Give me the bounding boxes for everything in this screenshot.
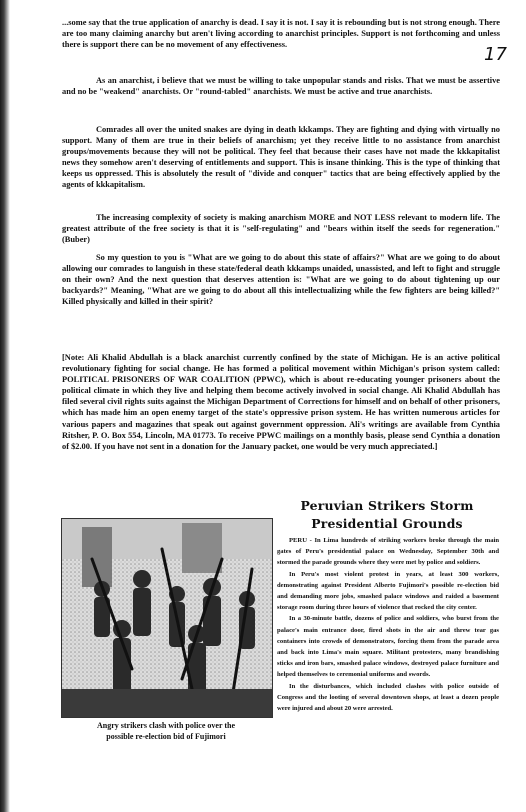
paragraph-complexity (62, 212, 500, 245)
paragraph-comrades (62, 124, 500, 191)
paragraph-anarchist-stance (62, 75, 500, 97)
caption-line: Angry strikers clash with police over the (96, 721, 236, 730)
article-headline (276, 497, 498, 533)
paragraph-text: As an anarchist, i believe that we must be willing to take unpopular stands and risks. That we must be assertive and no be "weakend" anarchists. Or "round-tabled" anarchists. We must be active and true anarchists. (62, 76, 500, 97)
article-paragraph: In Peru's most violent protest in years, at least 300 workers, demonstrating against President Alberto Fujimori's possible re-election bid and demanding more jobs, smashed palace windows and raided a basement storage room during three hours of violence that rocked the city center. (277, 570, 499, 612)
paragraph-support (62, 17, 500, 50)
article-paragraph: PERU - In Lima hundreds of striking workers broke through the main gates of Peru's presidential palace on Wednesday, September 30th and stormed the parade grounds where they were met by police and soldiers. (277, 537, 499, 567)
paragraph-text: The increasing complexity of society is making anarchism MORE and NOT LESS relevant to modern life. The greatest attribute of the free society is that it is "self-regulating" and "bears within itself the seeds for regeneration." (Buber) (62, 213, 500, 245)
photo-illustration (62, 519, 272, 717)
paragraph-text: So my question to you is "What are we going to do about this state of affairs?" What are we going to do about allowing our comrades to languish in these state/federal death kkkamps unaided, unassisted, and left to fight and struggle on their own? And the next question that deserves attention is: "What are we going to do about tightening up our backyards?" Meaning, "What are we going to do about all this intellectualizing while the few fighters are being killed?" Killed physically and killed in their spirit? (62, 253, 500, 307)
photo-caption (55, 720, 277, 742)
protest-photo (61, 518, 273, 718)
caption-line: possible re-election bid of Fujimori (106, 732, 226, 741)
article-paragraph: In the disturbances, which included clashes with police outside of Congress and the looting of several downtown shops, at least a dozen people were injured and about 20 were arrested. (277, 682, 499, 713)
headline-line: Presidential Grounds (311, 516, 463, 531)
page-number: 17 (484, 44, 507, 65)
paragraph-question (62, 252, 500, 307)
headline-line: Peruvian Strikers Storm (300, 498, 474, 513)
paragraph-text: ...some say that the true application of anarchy is dead. I say it is not. I say it is rebounding but is not strong enough. There are too many claiming anarchy but aren't living according to anarchist principles. Support is not forthcoming and unless there is support there can be no movement of any effectiveness. (62, 18, 500, 50)
note-text: [Note: Ali Khalid Abdullah is a black anarchist currently confined by the state of Michigan. He is an active political revolutionary fighting for social change. He has formed a political movement within Michigan's prison system called: POLITICAL PRISONERS OF WAR COALITION (PPWC), which is about re-educating younger prisoners about the political climate in which they live and helping them become actively involved in social change. Ali Khalid Abdullah has filed several civil rights suits against the Michigan Department of Corrections for himself and on behalf of other prisoners, which has made him an open enemy target of the state's oppressive prison system. He has written numerous articles for various papers and magazines that speak out against government oppression. Ali's writings are available from Cynthia Ritsher, P. O. Box 554, Lincoln, MA 01773. To receive PPWC mailings on a monthly basis, please send Cynthia a donation of $2.00. If you have not sent in a donation for the January packet, one would be very much appreciated.] (62, 353, 500, 451)
author-note (62, 352, 500, 452)
article-body (277, 535, 499, 714)
article-paragraph: In a 30-minute battle, dozens of police and soldiers, who burst from the palace's main entrance door, fired shots in the air and threw tear gas containers into crowds of demonstrators, forcing them from the parade area and back into Lima's main square. Militant protesters, many brandishing sticks and iron bars, smashed palace windows, destroyed palace furniture and helped themselves to ceremonial uniforms and swords. (277, 615, 499, 679)
scan-edge-shadow (0, 0, 10, 812)
paragraph-text: Comrades all over the united snakes are dying in death kkkamps. They are fighting and dying with virtually no support. Many of them are true in their beliefs of anarchism; yet they receive little to no assistance from anarchist groups/movements because they will not be political. They feel that because their cases have not made the kkkapitalist news they somehow aren't deserving of entitlements and support. This is insane thinking. This is the type of thinking that keeps us oppressed. This is absolutely the result of "divide and conquer" tactics that are being effectively applied by the agents of kkkapitalism. (62, 125, 500, 190)
